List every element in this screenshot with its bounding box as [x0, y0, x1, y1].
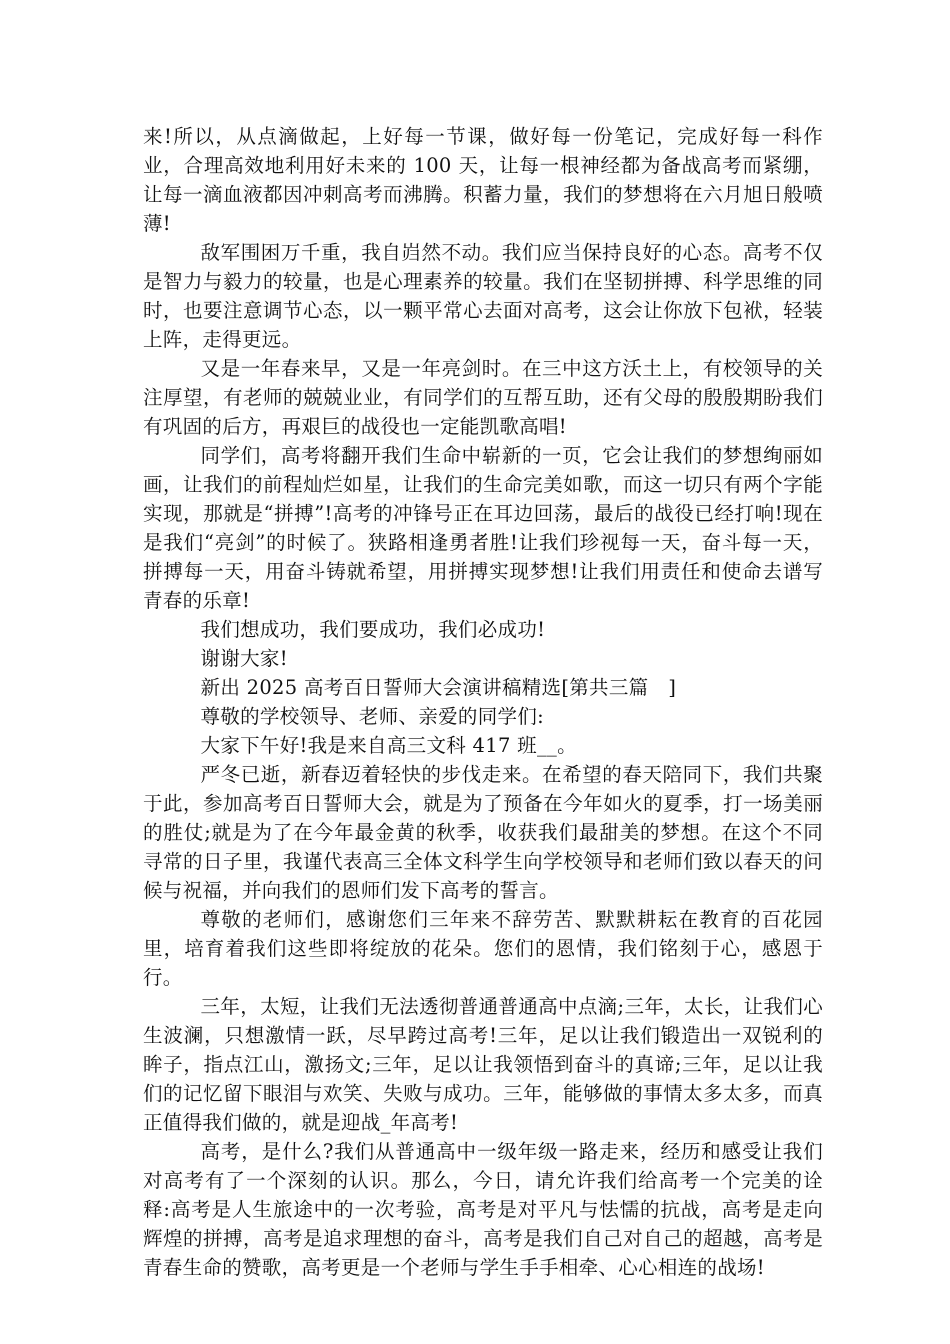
paragraph: 谢谢大家!: [200, 647, 288, 670]
greeting: 大家下午好!我是来自高三文科 417 班__。: [200, 734, 577, 757]
paragraph: 三年，太短，让我们无法透彻普通普通高中点滴;三年，太长，让我们心生波澜，只想激情一跃，尽早跨过高考!三年，足以让我们锻造出一双锐利的眸子，指点江山，激扬文;三年，足以让我领悟到奋斗的真谛;三年，足以让我们的记忆留下眼泪与欢笑、失败与成功。三年，能够做的事情太多太多，而真正值得我们做的，就是迎战_年高考!: [143, 995, 823, 1134]
paragraph: 又是一年春来早，又是一年亮剑时。在三中这方沃土上，有校领导的关注厚望，有老师的兢兢业业，有同学们的互帮互助，还有父母的殷殷期盼我们有巩固的后方，再艰巨的战役也一定能凯歌高唱!: [143, 357, 823, 438]
paragraph: 高考，是什么?我们从普通高中一级年级一路走来，经历和感受让我们对高考有了一个深刻的认识。那么，今日，请允许我们给高考一个完美的诠释:高考是人生旅途中的一次考验，高考是对平凡与怯懦的抗战，高考是走向辉煌的拼搏，高考是追求理想的奋斗，高考是我们自己对自己的超越，高考是青春生命的赞歌，高考更是一个老师与学生手手相牵、心心相连的战场!: [143, 1140, 823, 1279]
section-heading: 新出 2025 高考百日誓师大会演讲稿精选[第共三篇 ]: [200, 676, 677, 699]
paragraph: 我们想成功，我们要成功，我们必成功!: [200, 618, 546, 641]
paragraph: 尊敬的老师们，感谢您们三年来不辞劳苦、默默耕耘在教育的百花园里，培育着我们这些即将绽放的花朵。您们的恩情，我们铭刻于心，感恩于行。: [143, 908, 823, 989]
salutation: 尊敬的学校领导、老师、亲爱的同学们:: [200, 705, 544, 728]
paragraph: 严冬已逝，新春迈着轻快的步伐走来。在希望的春天陪同下，我们共聚于此，参加高考百日誓师大会，就是为了预备在今年如火的夏季，打一场美丽的胜仗;就是为了在今年最金黄的秋季，收获我们最甜美的梦想。在这个不同寻常的日子里，我谨代表高三全体文科学生向学校领导和老师们致以春天的问候与祝福，并向我们的恩师们发下高考的誓言。: [143, 763, 823, 902]
paragraph: 来!所以，从点滴做起，上好每一节课，做好每一份笔记，完成好每一科作业，合理高效地利用好未来的 100 天，让每一根神经都为备战高考而紧绷，让每一滴血液都因冲刺高考而沸腾。积蓄力量，我们的梦想将在六月旭日般喷薄!: [143, 125, 823, 235]
document-page: [143, 122, 823, 1282]
paragraph: 同学们，高考将翻开我们生命中崭新的一页，它会让我们的梦想绚丽如画，让我们的前程灿烂如星，让我们的生命完美如歌，而这一切只有两个字能实现，那就是“拼搏”!高考的冲锋号正在耳边回荡，最后的战役已经打响!现在是我们“亮剑”的时候了。狭路相逢勇者胜!让我们珍视每一天，奋斗每一天，拼搏每一天，用奋斗铸就希望，用拼搏实现梦想!让我们用责任和使命去谱写青春的乐章!: [143, 444, 823, 612]
paragraph: 敌军围困万千重，我自岿然不动。我们应当保持良好的心态。高考不仅是智力与毅力的较量，也是心理素养的较量。我们在坚韧拼搏、科学思维的同时，也要注意调节心态，以一颗平常心去面对高考，这会让你放下包袱，轻装上阵，走得更远。: [143, 241, 823, 351]
